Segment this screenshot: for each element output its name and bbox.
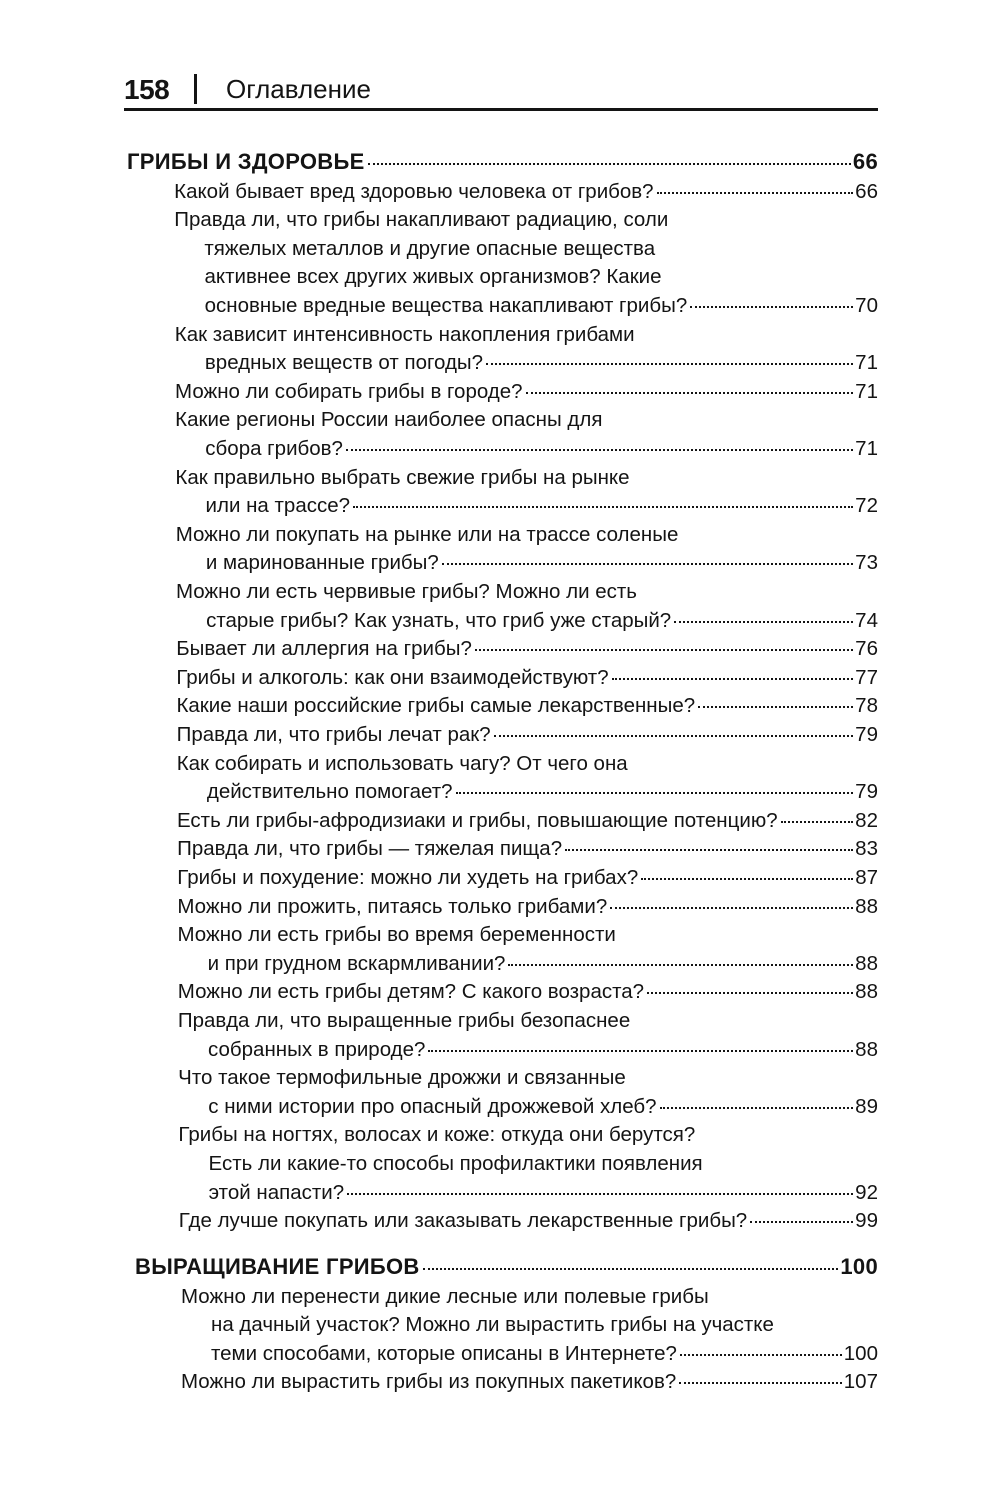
toc-entry-line: [206, 491, 878, 521]
entry-text: Как зависит интенсивность накопления грибами: [174, 322, 635, 346]
dot-leader: [690, 306, 853, 308]
dot-leader: [674, 621, 853, 623]
entry-text: Можно ли перенести дикие лесные или полевые грибы: [181, 1284, 709, 1308]
entry-text: и маринованные грибы?: [205, 551, 439, 575]
dot-leader: [423, 1268, 839, 1270]
entry-page-number: 71: [855, 351, 878, 375]
toc-entry-line: [174, 205, 668, 235]
entry-page-number: 76: [855, 637, 878, 661]
dot-leader: [475, 649, 853, 651]
entry-page-number: 71: [855, 437, 878, 460]
section-title: ГРИБЫ И ЗДОРОВЬЕ: [127, 149, 365, 174]
toc-entry-line: [181, 1282, 709, 1312]
entry-page-number: 77: [855, 665, 878, 689]
entry-text: на дачный участок? Можно ли вырастить грибы на участке: [211, 1313, 774, 1337]
toc-entry-line: [177, 806, 878, 836]
toc-entry-line: [206, 606, 878, 636]
dot-leader: [657, 192, 854, 194]
toc-entry-line: [205, 291, 878, 321]
toc-entry-line: [205, 434, 878, 464]
section-page-number: 66: [852, 149, 878, 174]
dot-leader: [368, 163, 851, 165]
entry-text: этой напасти?: [208, 1180, 345, 1204]
running-header: [124, 70, 878, 122]
entry-page-number: 74: [855, 608, 878, 632]
entry-text: Правда ли, что выращенные грибы безопаснее: [177, 1009, 631, 1032]
header-rule: [124, 108, 878, 111]
entry-text: Можно ли вырастить грибы из покупных пакетиков?: [181, 1370, 677, 1394]
entry-text: действительно помогает?: [206, 780, 453, 804]
dot-leader: [750, 1221, 853, 1223]
toc-entry-line: [176, 634, 878, 664]
toc-entry-line: [178, 977, 878, 1007]
entry-page-number: 79: [855, 780, 878, 804]
toc-entry-line: [177, 720, 878, 750]
entry-text: и при грудном вскармливании?: [207, 951, 506, 975]
toc-entry-line: [175, 405, 602, 435]
entry-page-number: 73: [855, 551, 878, 575]
toc-entry-line: [178, 1120, 695, 1150]
dot-leader: [641, 878, 853, 880]
entry-page-number: 72: [855, 494, 878, 518]
toc-entry-line: [176, 520, 679, 550]
toc-entry-line: [208, 1092, 878, 1122]
dot-leader: [698, 706, 853, 708]
entry-page-number: 88: [855, 1037, 878, 1061]
entry-text: Правда ли, что грибы лечат рак?: [176, 723, 491, 746]
entry-page-number: 87: [855, 866, 878, 889]
entry-text: теми способами, которые описаны в Интернете?: [211, 1341, 677, 1365]
toc-entry-line: [176, 663, 878, 693]
dot-leader: [781, 821, 854, 823]
toc-entry-line: [204, 234, 655, 264]
entry-text: Можно ли покупать на рынке или на трассе соленые: [175, 522, 679, 546]
entry-page-number: 79: [855, 723, 878, 746]
header-separator: [194, 74, 197, 104]
entry-text: или на трассе?: [205, 494, 351, 518]
entry-page-number: 78: [855, 694, 878, 718]
entry-text: Грибы и алкоголь: как они взаимодействуют?: [176, 665, 609, 689]
entry-text: Какие регионы России наиболее опасны для: [175, 408, 603, 432]
toc-entry-line: [207, 777, 878, 807]
entry-text: Что такое термофильные дрожжи и связанные: [178, 1066, 626, 1090]
entry-page-number: 82: [855, 808, 878, 832]
toc-entry-line: [176, 577, 637, 607]
entry-text: основные вредные вещества накапливают грибы?: [204, 294, 688, 317]
entry-text: Можно ли прожить, питаясь только грибами?: [177, 894, 608, 918]
entry-page-number: 107: [843, 1370, 878, 1394]
entry-text: Правда ли, что грибы накапливают радиацию, соли: [174, 208, 669, 232]
dot-leader: [610, 907, 853, 909]
toc-entry-line: [209, 1149, 703, 1179]
entry-text: Есть ли какие-то способы профилактики появления: [208, 1152, 703, 1175]
toc-entry-line: [206, 548, 878, 578]
toc-entry-line: [211, 1339, 878, 1369]
entry-page-number: 83: [855, 837, 878, 861]
entry-page-number: 71: [855, 379, 878, 403]
entry-page-number: 88: [855, 951, 878, 975]
toc-entry-line: [175, 463, 629, 493]
entry-page-number: 89: [855, 1094, 878, 1118]
dot-leader: [526, 392, 854, 394]
dot-leader: [612, 678, 854, 680]
entry-text: Как правильно выбрать свежие грибы на рынке: [175, 465, 630, 489]
toc-entry-line: [177, 749, 628, 779]
toc-entry-line: [176, 691, 878, 721]
dot-leader: [679, 1382, 842, 1384]
section-title: ВЫРАЩИВАНИЕ ГРИБОВ: [135, 1254, 420, 1279]
toc-entry-line: [175, 377, 878, 407]
dot-leader: [660, 1107, 854, 1109]
toc-entry-line: [177, 863, 878, 893]
entry-page-number: 88: [855, 980, 878, 1004]
toc-entry-line: [205, 262, 662, 292]
entry-page-number: 88: [855, 894, 878, 918]
dot-leader: [486, 363, 853, 365]
entry-text: Бывает ли аллергия на грибы?: [176, 637, 472, 661]
toc-entry-line: [205, 348, 878, 378]
entry-text: Правда ли, что грибы — тяжелая пища?: [177, 837, 563, 861]
dot-leader: [508, 964, 853, 966]
toc-entry-line: [211, 1310, 774, 1340]
toc-entry-line: [209, 1178, 878, 1208]
dot-leader: [456, 792, 854, 794]
toc-entry-line: [175, 320, 635, 350]
entry-text: Можно ли собирать грибы в городе?: [175, 379, 523, 403]
entry-text: Можно ли есть грибы детям? С какого возраста?: [177, 980, 645, 1004]
toc-section-heading: [127, 147, 878, 177]
page-number: 158: [124, 74, 170, 105]
entry-page-number: 100: [843, 1341, 878, 1365]
dot-leader: [347, 1193, 853, 1195]
entry-text: старые грибы? Как узнать, что гриб уже старый?: [206, 608, 672, 632]
entry-page-number: 99: [855, 1209, 878, 1233]
entry-text: Какой бывает вред здоровью человека от грибов?: [174, 179, 654, 203]
entry-page-number: 66: [855, 179, 878, 203]
running-section-title: Оглавление: [226, 74, 371, 104]
entry-text: Где лучше покупать или заказывать лекарственные грибы?: [178, 1209, 748, 1233]
entry-text: Грибы на ногтях, волосах и коже: откуда они берутся?: [178, 1123, 696, 1147]
toc-entry-line: [178, 1063, 626, 1093]
dot-leader: [647, 992, 853, 994]
dot-leader: [353, 506, 853, 508]
dot-leader: [428, 1050, 853, 1052]
entry-text: активнее всех других живых организмов? Какие: [204, 265, 662, 289]
toc-entry-line: [208, 949, 878, 979]
toc-entry-line: [177, 892, 878, 922]
entry-text: Грибы и похудение: можно ли худеть на грибах?: [177, 866, 639, 889]
entry-text: Есть ли грибы-афродизиаки и грибы, повышающие потенцию?: [176, 808, 778, 832]
entry-text: Как собирать и использовать чагу? От чего она: [176, 751, 628, 775]
entry-text: Можно ли есть червивые грибы? Можно ли есть: [175, 580, 637, 603]
toc-entry-line: [177, 834, 878, 864]
dot-leader: [494, 735, 854, 737]
toc-entry-line: [179, 1206, 878, 1236]
toc-section-heading: [135, 1252, 878, 1282]
entry-text: с ними истории про опасный дрожжевой хлеб?: [208, 1094, 657, 1118]
entry-text: Какие наши российские грибы самые лекарственные?: [176, 694, 696, 718]
dot-leader: [565, 849, 853, 851]
entry-text: Можно ли есть грибы во время беременности: [177, 923, 616, 947]
entry-text: вредных веществ от погоды?: [204, 351, 484, 375]
entry-page-number: 92: [855, 1180, 878, 1204]
dot-leader: [346, 449, 853, 451]
dot-leader: [680, 1354, 842, 1356]
entry-text: собранных в природе?: [208, 1037, 426, 1061]
entry-text: тяжелых металлов и другие опасные вещества: [204, 236, 656, 260]
toc-entry-line: [181, 1367, 878, 1397]
toc-entry-line: [208, 1035, 878, 1065]
dot-leader: [442, 563, 853, 565]
entry-text: сбора грибов?: [205, 437, 343, 460]
toc-entry-line: [178, 1006, 630, 1036]
section-page-number: 100: [840, 1254, 878, 1279]
entry-page-number: 70: [855, 294, 878, 317]
toc-entry-line: [178, 920, 616, 950]
toc-entry-line: [174, 177, 878, 207]
